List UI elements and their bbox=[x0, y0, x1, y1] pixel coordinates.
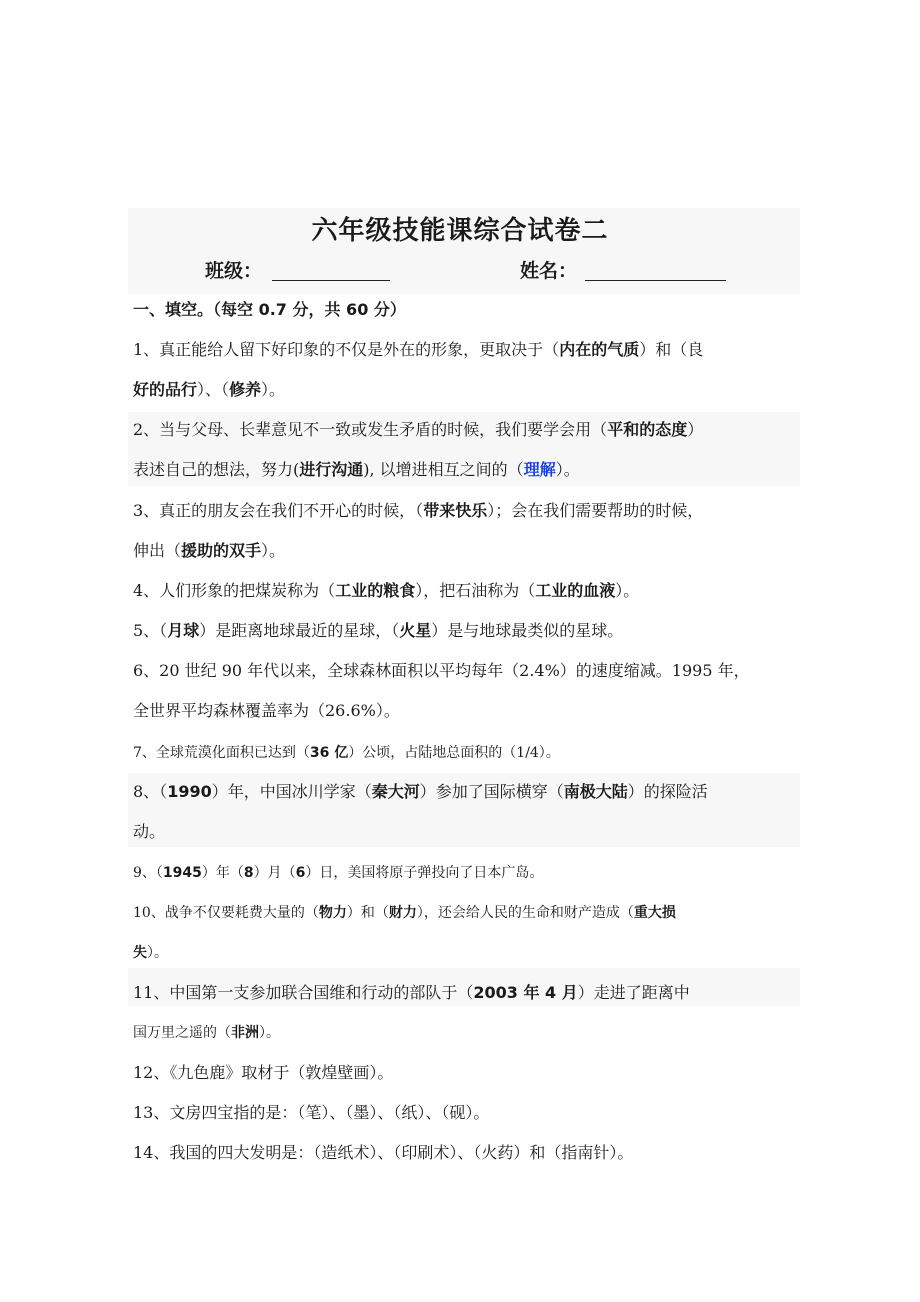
answer: 8 bbox=[243, 865, 254, 881]
question-6 bbox=[133, 661, 750, 681]
answer: 失 bbox=[133, 945, 147, 961]
text: ）和（ bbox=[346, 905, 389, 921]
text: ）；会在我们需要帮助的时候， bbox=[487, 501, 704, 520]
text: ）。 bbox=[259, 1025, 280, 1041]
text: 8、（ bbox=[133, 782, 168, 801]
answer: 工业的血液 bbox=[535, 581, 616, 600]
text: ）。 bbox=[261, 380, 286, 399]
text: ）。 bbox=[615, 581, 640, 600]
text: ） bbox=[687, 420, 704, 439]
question-3-cont bbox=[133, 541, 285, 561]
text: ）。 bbox=[147, 945, 168, 961]
text: 动。 bbox=[133, 822, 166, 841]
answer: 重大损 bbox=[633, 905, 676, 921]
answer: 进行沟通 bbox=[299, 460, 364, 479]
answer: 南极大陆 bbox=[563, 782, 628, 801]
text: ）月（ bbox=[253, 865, 296, 881]
question-1-cont bbox=[133, 380, 285, 400]
answer: 1990 bbox=[167, 782, 212, 801]
text: 2、当与父母、长辈意见不一致或发生矛盾的时候，我们要学会用（ bbox=[133, 420, 608, 439]
answer: 平和的态度 bbox=[607, 420, 688, 439]
text: ）走进了距离中 bbox=[577, 983, 690, 1002]
question-8-cont bbox=[133, 822, 165, 842]
question-3 bbox=[133, 501, 703, 521]
answer: 援助的双手 bbox=[181, 541, 262, 560]
text: ）、（ bbox=[197, 380, 230, 399]
question-11 bbox=[133, 983, 690, 1003]
answer: 财力 bbox=[388, 905, 417, 921]
question-2 bbox=[133, 420, 703, 440]
name-input-line[interactable] bbox=[585, 280, 726, 281]
text: 11、中国第一支参加联合国维和行动的部队于（ bbox=[133, 983, 474, 1002]
text: 4、人们形象的把煤炭称为（ bbox=[133, 581, 336, 600]
question-13: 13、文房四宝指的是：（笔）、（墨）、（纸）、（砚）。 bbox=[133, 1103, 490, 1122]
answer: 修养 bbox=[229, 380, 262, 399]
question-2-cont bbox=[133, 460, 580, 480]
answer: 36 亿 bbox=[309, 745, 349, 761]
name-label: 姓名： bbox=[520, 260, 578, 282]
question-10-cont bbox=[133, 943, 168, 963]
answer: 6 bbox=[295, 865, 306, 881]
text: 7、全球荒漠化面积已达到（ bbox=[133, 745, 310, 761]
text: ）年（ bbox=[201, 865, 244, 881]
question-11-cont bbox=[133, 1023, 280, 1043]
answer: 理解 bbox=[523, 460, 556, 479]
answer: 1945 bbox=[162, 865, 202, 881]
question-4 bbox=[133, 581, 639, 601]
answer: 内在的气质 bbox=[559, 340, 640, 359]
question-8 bbox=[133, 782, 708, 802]
question-10 bbox=[133, 903, 676, 923]
answer: 2003 年 4 月 bbox=[473, 983, 578, 1002]
class-input-line[interactable] bbox=[272, 280, 390, 281]
question-7 bbox=[133, 743, 560, 763]
text: ）是与地球最类似的星球。 bbox=[431, 621, 624, 640]
text: ），还会给人民的生命和财产造成（ bbox=[416, 905, 634, 921]
answer: 工业的粮食 bbox=[335, 581, 416, 600]
text: 表述自己的想法，努力( bbox=[133, 460, 300, 479]
answer: 秦大河 bbox=[371, 782, 420, 801]
text: ）日，美国将原子弹投向了日本广岛。 bbox=[305, 865, 544, 881]
section-heading: 一、填空。（每空 0.7 分，共 60 分） bbox=[133, 300, 406, 319]
text: ）的探险活 bbox=[627, 782, 708, 801]
page-title: 六年级技能课综合试卷二 bbox=[311, 216, 609, 246]
text: ）参加了国际横穿（ bbox=[419, 782, 564, 801]
question-12: 12、《九色鹿》取材于（敦煌壁画）。 bbox=[133, 1063, 394, 1082]
text: ）公顷，占陆地总面积的（1/4）。 bbox=[348, 745, 560, 761]
text: ), 以增进相互之间的（ bbox=[363, 460, 524, 479]
text: ）是距离地球最近的星球，（ bbox=[199, 621, 400, 640]
question-5 bbox=[133, 621, 623, 641]
text: 全世界平均森林覆盖率为（26.6%）。 bbox=[133, 701, 400, 720]
text: 伸出（ bbox=[133, 541, 182, 560]
text: 国万里之遥的（ bbox=[133, 1025, 231, 1041]
text: ）和（良 bbox=[639, 340, 704, 359]
text: ）。 bbox=[555, 460, 580, 479]
text: 3、真正的朋友会在我们不开心的时候，（ bbox=[133, 501, 424, 520]
text: 5、（ bbox=[133, 621, 168, 640]
question-9 bbox=[133, 863, 543, 883]
answer: 好的品行 bbox=[133, 380, 198, 399]
question-14: 14、我国的四大发明是：（造纸术）、（印刷术）、（火药）和（指南针）。 bbox=[133, 1143, 634, 1162]
text: 6、20 世纪 90 年代以来，全球森林面积以平均每年（2.4%）的速度缩减。1995 年， bbox=[133, 661, 750, 680]
answer: 非洲 bbox=[231, 1025, 259, 1041]
text: 9、（ bbox=[133, 865, 163, 881]
answer: 带来快乐 bbox=[423, 501, 488, 520]
text: 1、真正能给人留下好印象的不仅是外在的形象，更取决于（ bbox=[133, 340, 560, 359]
answer: 月球 bbox=[167, 621, 200, 640]
answer: 火星 bbox=[399, 621, 432, 640]
question-6-cont bbox=[133, 701, 400, 721]
text: ），把石油称为（ bbox=[415, 581, 536, 600]
text: ）。 bbox=[261, 541, 286, 560]
answer: 物力 bbox=[318, 905, 347, 921]
class-label: 班级： bbox=[205, 260, 263, 282]
text: 10、战争不仅要耗费大量的（ bbox=[133, 905, 319, 921]
question-1 bbox=[133, 340, 703, 360]
text: ）年，中国冰川学家（ bbox=[211, 782, 372, 801]
